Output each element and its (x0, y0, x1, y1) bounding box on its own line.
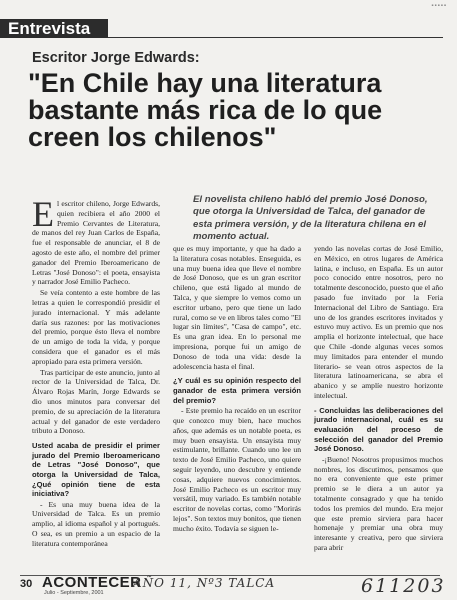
article-lead: El novelista chileno habló del premio José Donoso, que otorga la Universidad de Talca, del ganador de esta primera versión, y de la literatura chilena en el momento actual. (193, 194, 428, 243)
interview-question: - Concluidas las deliberaciones del jurado internacional, cuál es su evaluación del proceso de selección del ganador del Premio José Donoso. (314, 405, 443, 454)
interview-answer: - Es una muy buena idea de la Universidad de Talca. Es un premio amplio, al idioma español y al portugués. O sea, es un premio a un espacio de la literatura contemporánea (32, 499, 160, 548)
interview-answer: - Este premio ha recaído en un escritor que conozco muy bien, hace muchos años, que además es un notable poeta, es muy buen ensayista. Un ensayista muy estimulante, brillante. Cuando uno lee un texto de José Emilio Pacheco, uno quiere seguir leyendo, uno descubre y entiende cosas, adquiere nuevos conocimientos. José Emilio Pacheco es un escritor muy versátil, muy variado. Es también notable escritor de novelas cortas, como "Morirás lejos". Son textos muy bonitos, que tienen mucho éxito. Todavía se siguen le- (173, 406, 301, 533)
body-paragraph: Se veía contento a este hombre de las letras a quien le correspondió presidir el jurado internacional. Y más adelante daría sus razones: por las motivaciones del premio, porque ésto lleva el nombre de un amigo de toda la vida, y porque considera que el ganador es el más apropiado para esta primera versión. (32, 288, 160, 366)
magazine-name: ACONTECER (42, 574, 142, 591)
column-1 (32, 194, 160, 550)
page-number: 30 (20, 578, 33, 590)
scan-corner-mark: ▪▪▪▪▪ (431, 3, 447, 9)
body-paragraph: yendo las novelas cortas de José Emilio, en México, en otros lugares de América latina, e incluso, en España. Es un autor poco conocido entre nosotros, pero no totalmente desconocido, puesto que el año pasado fue invitado por la Feria Internacional del Libro de Santiago. Era uno de los grandes escritores invitados y estuvo muy activo. Es un premio que nos amplía el horizonte intelectual, que hace que Chile -donde algunas veces somos muy limitados para entender el mundo literario- se vean otros aspectos de la literatura latinoamericana, se abra el abanico y se amplíe nuestro horizonte intelectual. (314, 244, 443, 400)
opening-paragraph: El escritor chileno, Jorge Edwards, quien recibiera el año 2000 el Premio Cervantes de Literatura, de manos del rey Juan Carlos de España, fue el responsable de anunciar, el 8 de agosto de este año, el nombre del primer ganador del Premio Iberoamericano de Letras "José Donoso": el poeta, ensayista y narrador José Emilio Pacheco. (32, 194, 160, 287)
interview-question: ¿Y cuál es su opinión respecto del ganador de esta primera versión del premio? (173, 376, 301, 405)
drop-cap: E (32, 194, 54, 234)
column-2 (173, 244, 301, 535)
body-paragraph: Tras participar de este anuncio, junto al rector de la Universidad de Talca, Dr. Álvaro Rojas Marín, Jorge Edwards se dio unos minutos para conversar del premio, de su apreciación de la literatura actual y del ganador de este verdadero tributo a Donoso. (32, 367, 160, 436)
interview-question: Usted acaba de presidir el primer jurado del Premio Iberoamericano de Letras "José Donoso", que otorga la Universidad de Talca, ¿Qué opinión tiene de esta iniciativa? (32, 441, 160, 499)
section-rule (108, 37, 443, 38)
interview-answer: -¡Bueno! Nosotros propusimos muchos nombres, los discutimos, pensamos que no era conveniente que este primer premio se le diera a un autor ya totalmente consagrado y que ha tenido todos los premios del mundo. Era mejor que este premio sirviera para hacer homenaje y premiar una obra muy interesante y creativa, pero que sirviera para abrir (314, 454, 443, 552)
issue-date: Julio - Septiembre, 2001 (44, 590, 104, 596)
article-headline: "En Chile hay una literatura bastante más rica de lo que creen los chilenos" (28, 68, 383, 152)
handwritten-note: AÑO 11, Nº3 TALCA (133, 576, 276, 590)
section-label: Entrevista (0, 19, 108, 38)
column-3 (314, 244, 443, 554)
body-paragraph: que es muy importante, y que ha dado a la literatura cosas notables. Enseguida, es una muy buena idea que lleve el nombre de José Donoso, que es un gran escritor chileno, que está ligado al mundo de Talca, y que siempre lo vemos como un escritor urbano, pero que tiene un lado rural, como se ve en libros tales como "El lugar sin límites", "Casa de campo", etc. Es una gran idea. En lo personal me impresiona, porque fui un amigo de Donoso de toda una vida: desde la adolescencia hasta el final. (173, 244, 301, 371)
catalog-number: 611203 (361, 575, 446, 597)
article-kicker: Escritor Jorge Edwards: (32, 50, 200, 66)
